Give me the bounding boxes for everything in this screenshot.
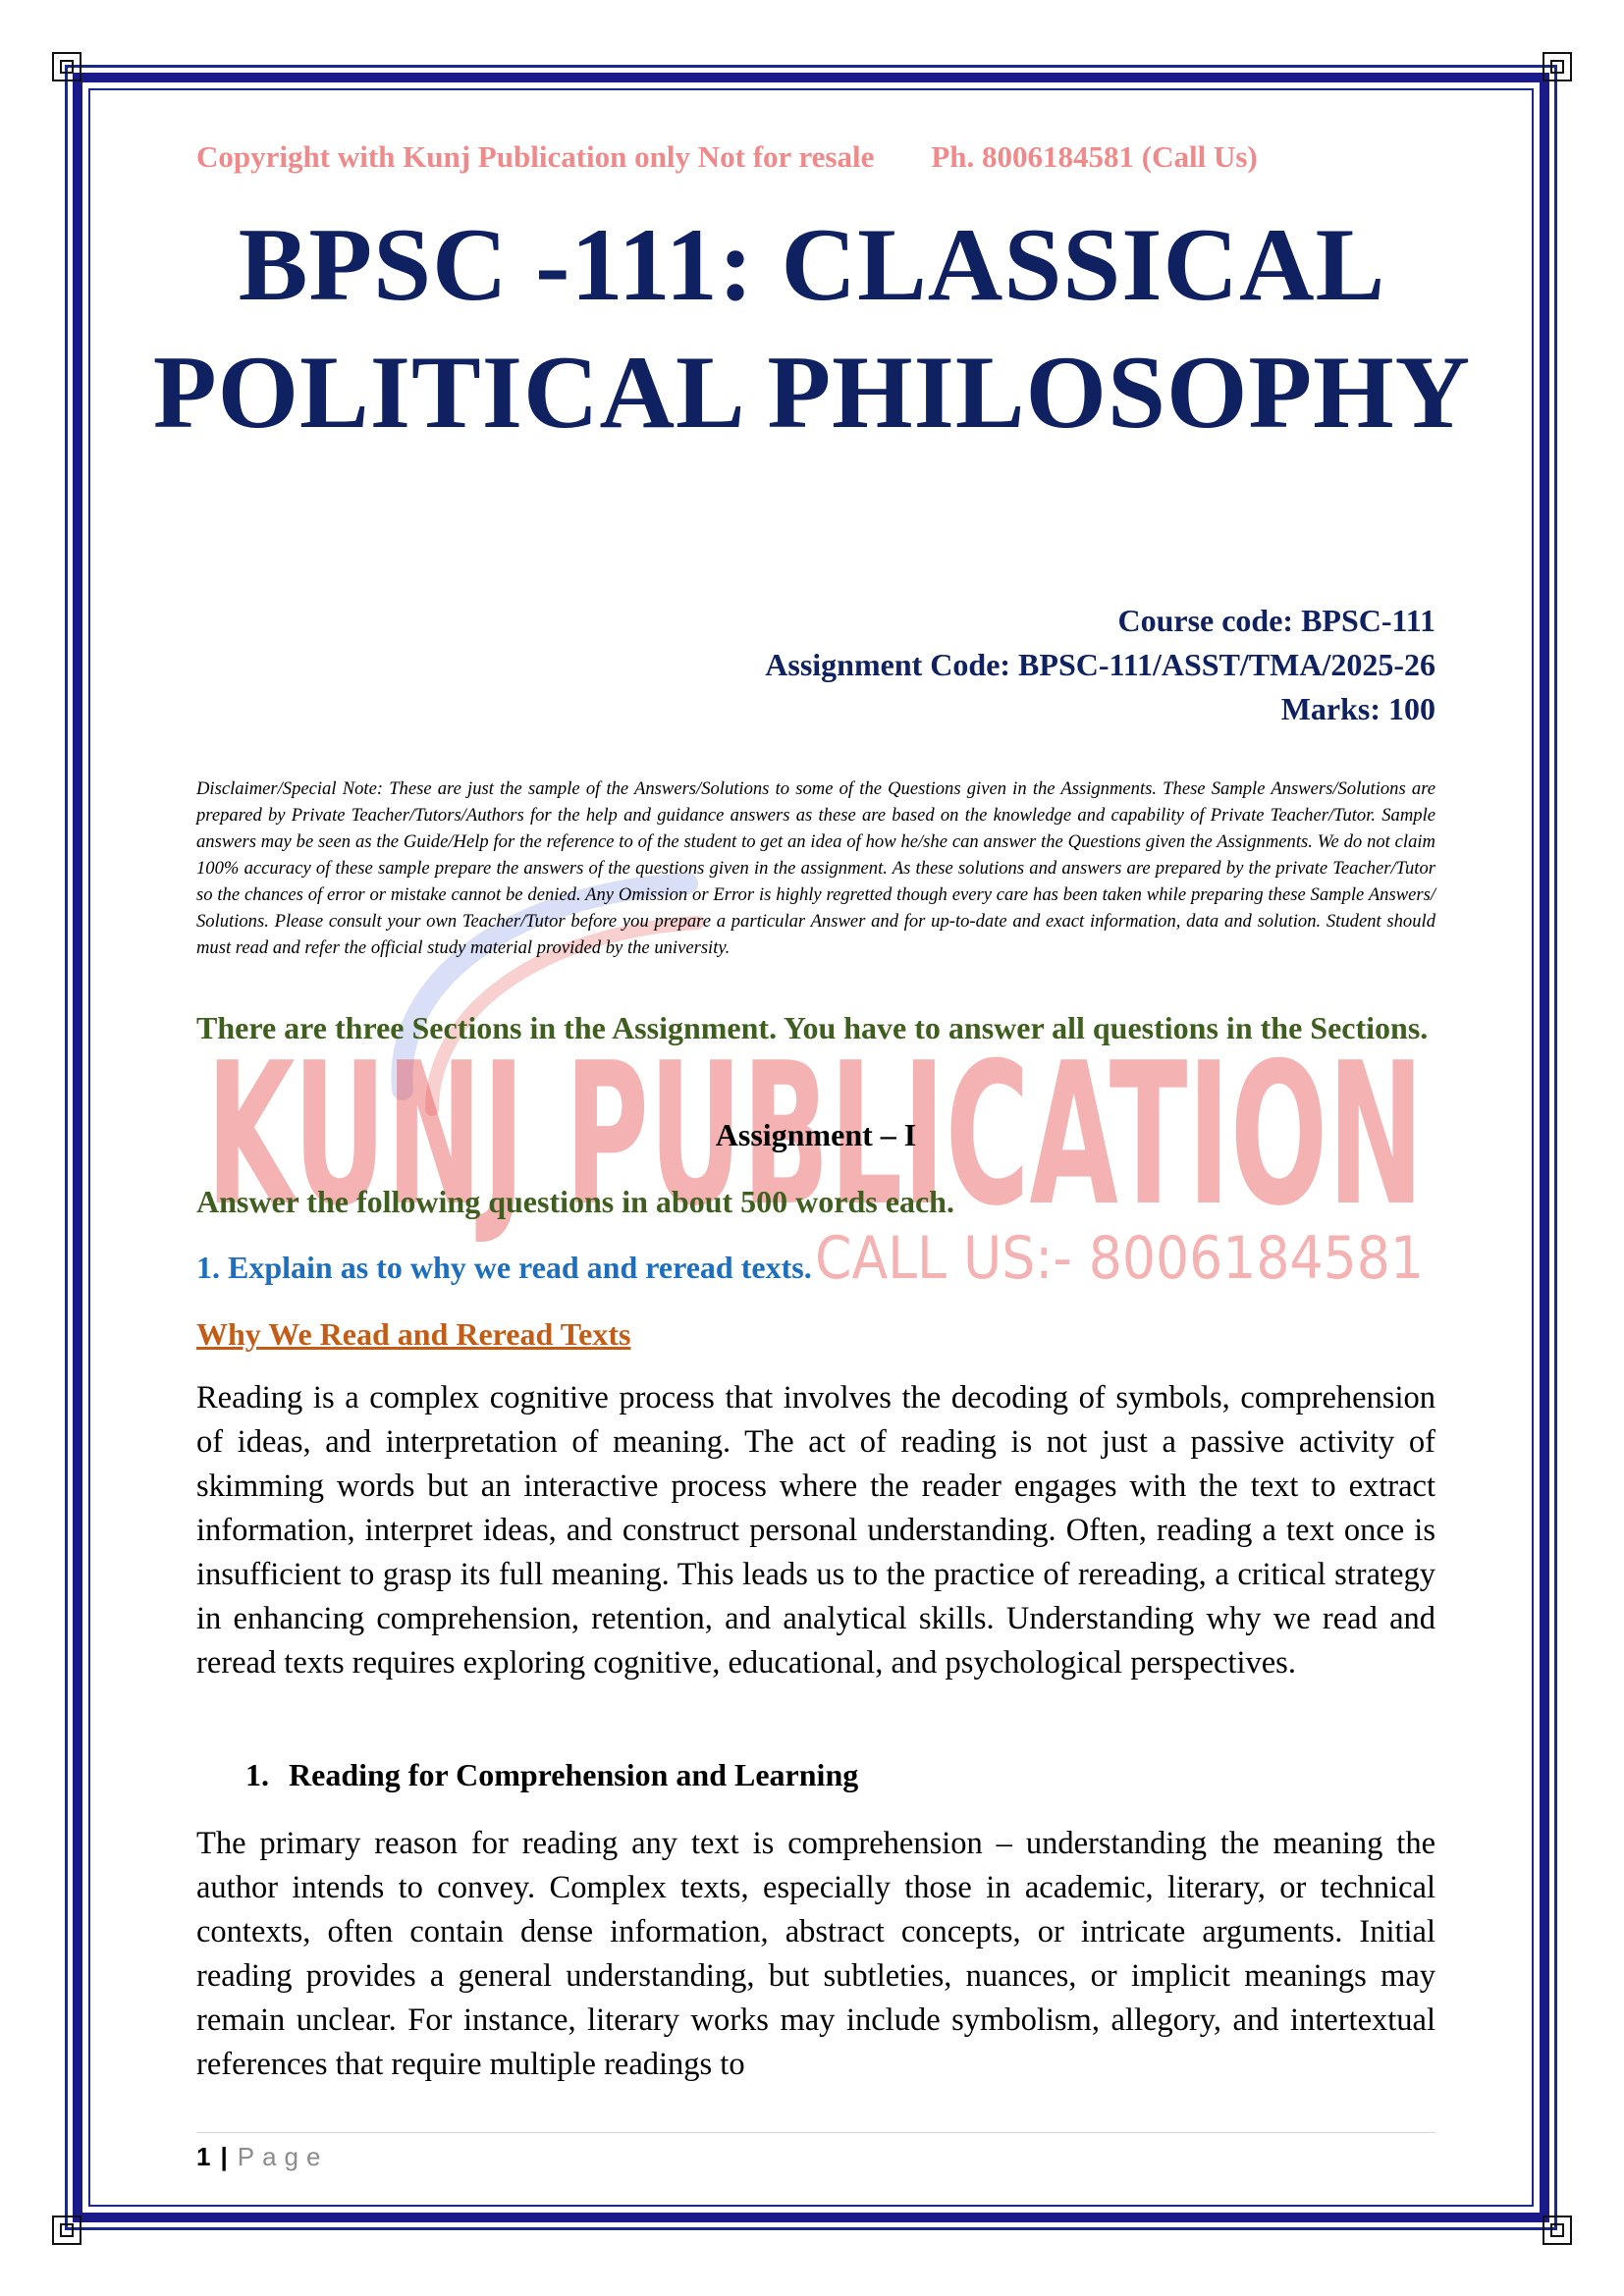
footer-divider [196,2132,1435,2133]
copyright-text: Copyright with Kunj Publication only Not for resale [196,139,875,174]
subheading-text: Reading for Comprehension and Learning [289,1757,859,1792]
title-line-2: POLITICAL PHILOSOPHY [152,335,1472,450]
watermark-call-text: CALL US:- 8006184581 [815,1224,1424,1293]
assignment-heading: Assignment – I [715,1117,917,1152]
watermark-brand-text: KUNJ PUBLICATION [206,1021,1424,1250]
marks: Marks: 100 [1280,691,1435,726]
page-separator: | [220,2142,228,2171]
page-number: 1 [196,2142,211,2171]
page-label: Page [237,2142,329,2171]
phone-text: Ph. 8006184581 (Call Us) [931,139,1258,174]
course-code: Course code: BPSC-111 [1117,603,1435,638]
corner-ornament-top-left [51,51,82,82]
copyright-header [196,139,1434,175]
page-footer [196,2142,328,2172]
corner-ornament-bottom-right [1542,2215,1573,2246]
sections-note: There are three Sections in the Assignment. You have to answer all questions in the Sections. [196,1010,1429,1045]
corner-ornament-bottom-left [51,2215,82,2246]
body-paragraph-2: The primary reason for reading any text is comprehension – understanding the meaning the author intends to convey. Complex texts, especially those in academic, literary, or technical contexts, often contain dense information, abstract concepts, or intricate arguments. Initial reading provides a general understanding, but subtleties, nuances, or implicit meanings may remain unclear. For instance, literary works may include symbolism, allegory, and intertextual references that require multiple readings to [196,1826,1435,2082]
answer-section-title: Why We Read and Reread Texts [196,1316,631,1352]
assignment-code: Assignment Code: BPSC-111/ASST/TMA/2025-26 [765,647,1435,682]
corner-ornament-top-right [1542,51,1573,82]
question-1: 1. Explain as to why we read and reread texts. [196,1250,812,1285]
subheading-reading-for-comprehension [245,1757,858,1793]
document-title [147,201,1477,456]
title-line-1: BPSC -111: CLASSICAL [238,207,1386,322]
course-meta [765,599,1435,731]
subheading-number: 1. [245,1757,269,1792]
disclaimer-note: Disclaimer/Special Note: These are just the sample of the Answers/Solutions to some of the Questions given in the Assignments. These Sample Answers/Solutions are prepared by Private Teacher/Tutors/Authors for the help and guidance answers as these are based on the knowledge and capability of Private Teacher/Tutor. Sample answers may be seen as the Guide/Help for the reference to of the student to get an idea of how he/she can answer the Questions given the Assignments. We do not claim 100% accuracy of these sample prepare the answers of the questions given in the assignment. As these solutions and answers are prepared by the private Teacher/Tutor so the chances of error or mistake cannot be denied. Any Omission or Error is highly regretted though every care has been taken while preparing these Sample Answers/ Solutions. Please consult your own Teacher/Tutor before you prepare a particular Answer and for up-to-date and exact information, data and solution. Student should must read and refer the official study material provided by the university. [196,778,1435,958]
answer-instructions: Answer the following questions in about 500 words each. [196,1184,954,1219]
body-paragraph-1: Reading is a complex cognitive process that involves the decoding of symbols, comprehension of ideas, and interpretation of meaning. The act of reading is not just a passive activity of skimming words but an interactive process where the reader engages with the text to extract information, interpret ideas, and construct personal understanding. Often, reading a text once is insufficient to grasp its full meaning. This leads us to the practice of rereading, a critical strategy in enhancing comprehension, retention, and analytical skills. Understanding why we read and reread texts requires exploring cognitive, educational, and psychological perspectives. [196,1380,1435,1681]
